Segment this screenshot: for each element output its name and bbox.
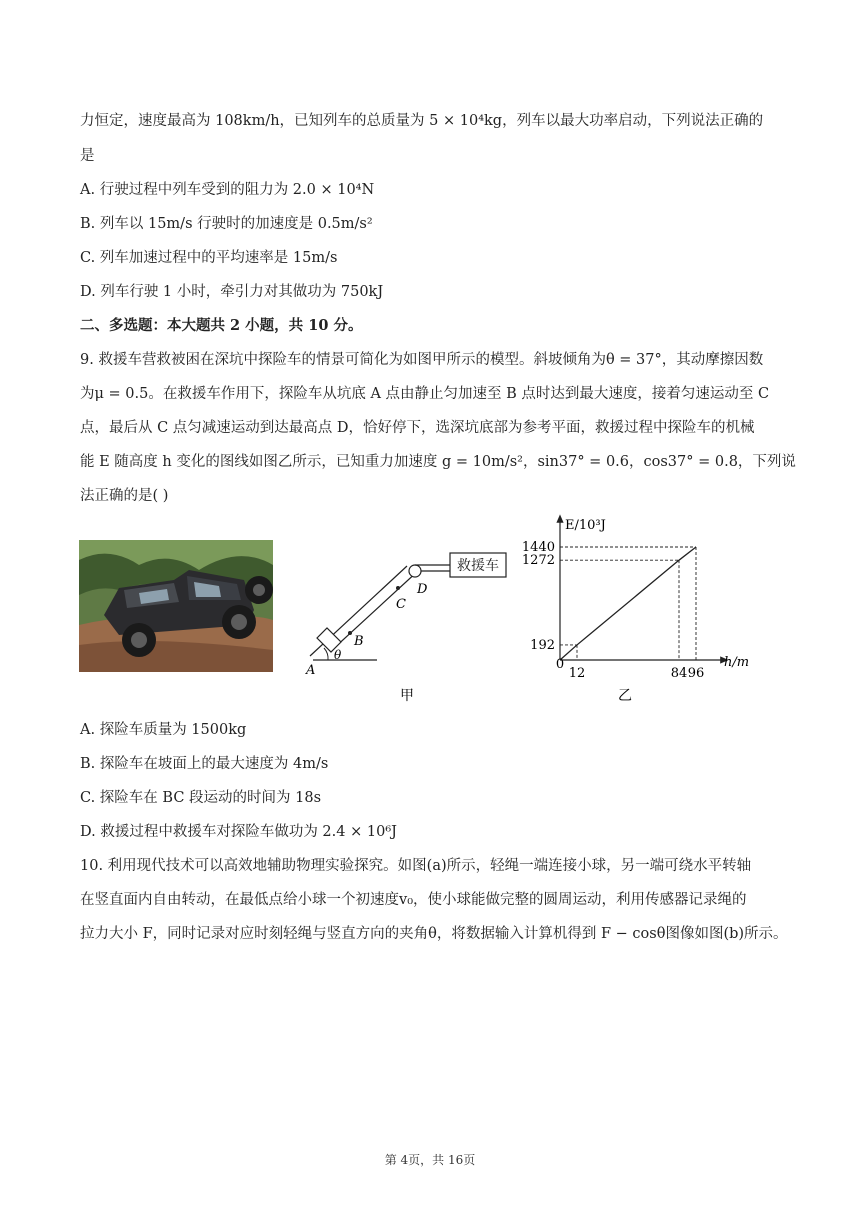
rescue-truck-label: 救援车 xyxy=(457,558,499,574)
section-heading: 二、多选题：本大题共 2 小题，共 10 分。 xyxy=(80,317,363,334)
q9-line-1: 9. 救援车营救被困在深坑中探险车的情景可简化为如图甲所示的模型。斜坡倾角为θ = 37°，其动摩擦因数 xyxy=(80,352,764,368)
caption-jia: 甲 xyxy=(400,688,414,704)
q9-line-3: 点，最后从 C 点匀减速运动到达最高点 D，恰好停下，选深坑底部为参考平面，救援过程中探险车的机械 xyxy=(80,420,755,436)
x-tick-label-12: 12 xyxy=(568,666,586,681)
q9-line-4: 能 E 随高度 h 变化的图线如图乙所示，已知重力加速度 g = 10m/s²，sin37° = 0.6，cos37° = 0.8，下列说 xyxy=(80,454,796,470)
point-d-label: D xyxy=(417,582,428,597)
q9-option-d: D. 救援过程中救援车对探险车做功为 2.4 × 10⁶J xyxy=(80,824,397,840)
angle-arc xyxy=(324,648,328,660)
vehicle-photo xyxy=(79,540,273,672)
point-c-label: C xyxy=(396,597,406,612)
point-b-label: B xyxy=(354,634,364,649)
point-a-label: A xyxy=(306,663,316,678)
q10-line-3: 拉力大小 F，同时记录对应时刻轻绳与竖直方向的夹角θ，将数据输入计算机得到 F − cosθ图像如图(b)所示。 xyxy=(80,926,788,942)
q9-option-c: C. 探险车在 BC 段运动的时间为 18s xyxy=(80,790,322,806)
origin-label: 0 xyxy=(555,657,565,672)
figure-jia xyxy=(295,540,515,705)
x-tick-label-84: 84 xyxy=(670,666,688,681)
y-tick-label-1440: 1440 xyxy=(521,540,555,555)
y-tick-label-1272: 1272 xyxy=(521,553,555,569)
point-c-dot xyxy=(396,586,400,590)
q8-option-c: C. 列车加速过程中的平均速率是 15m/s xyxy=(80,250,338,266)
x-axis-label: h/m xyxy=(724,655,750,670)
page-footer: 第 4页，共 16页 xyxy=(384,1153,476,1167)
q8-option-b: B. 列车以 15m/s 行驶时的加速度是 0.5m/s² xyxy=(80,216,373,232)
q8-option-a: A. 行驶过程中列车受到的阻力为 2.0 × 10⁴N xyxy=(80,182,375,198)
q9-line-2: 为μ = 0.5。在救援车作用下，探险车从坑底 A 点由静止匀加速至 B 点时达到最大速度，接着匀速运动至 C xyxy=(80,386,770,402)
angle-label: θ xyxy=(334,648,342,662)
q8-stem-line-2: 是 xyxy=(80,148,95,164)
pulley-icon xyxy=(409,565,421,577)
q10-line-2: 在竖直面内自由转动，在最低点给小球一个初速度v₀，使小球能做完整的圆周运动，利用传感器记录绳的 xyxy=(80,892,747,908)
q9-line-5: 法正确的是( ) xyxy=(80,488,169,504)
q10-line-1: 10. 利用现代技术可以高效地辅助物理实验探究。如图(a)所示，轻绳一端连接小球，另一端可绕水平转轴 xyxy=(80,858,752,874)
y-tick-label-192: 192 xyxy=(530,637,555,653)
y-axis-label: E/10³J xyxy=(565,518,606,533)
x-tick-label-96: 96 xyxy=(687,666,705,681)
q9-option-a: A. 探险车质量为 1500kg xyxy=(80,722,247,738)
point-b-dot xyxy=(348,631,352,635)
caption-yi: 乙 xyxy=(618,688,632,704)
series-line-e-vs-h xyxy=(560,547,696,660)
figure-yi-chart xyxy=(515,510,775,705)
q8-option-d: D. 列车行驶 1 小时，牵引力对其做功为 750kJ xyxy=(80,284,384,300)
q9-option-b: B. 探险车在坡面上的最大速度为 4m/s xyxy=(80,756,329,772)
q8-stem-line-1: 力恒定，速度最高为 108km/h，已知列车的总质量为 5 × 10⁴kg，列车以最大功率启动，下列说法正确的 xyxy=(80,113,764,129)
